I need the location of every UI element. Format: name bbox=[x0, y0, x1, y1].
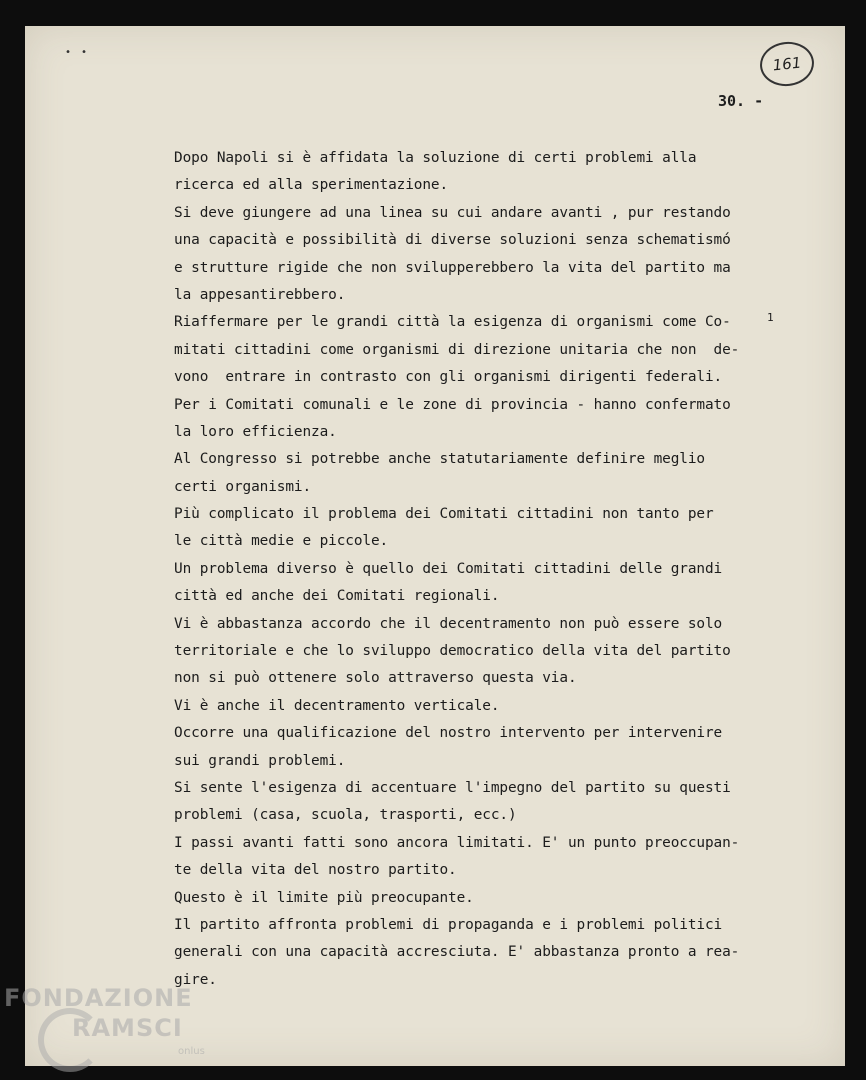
text-line: non si può ottenere solo attraverso questa via. bbox=[174, 670, 577, 687]
text-line: problemi (casa, scuola, trasporti, ecc.) bbox=[174, 807, 517, 824]
text-line: Si deve giungere ad una linea su cui andare avanti , pur restando bbox=[174, 204, 731, 221]
text-line: Vi è abbastanza accordo che il decentramento non può essere solo bbox=[174, 615, 723, 632]
fondazione-gramsci-watermark bbox=[4, 984, 205, 1057]
text-line: Più complicato il problema dei Comitati cittadini non tanto per bbox=[174, 506, 714, 523]
watermark-line-1: FONDAZIONE bbox=[4, 984, 193, 1012]
text-line: Per i Comitati comunali e le zone di provincia - hanno confermato bbox=[174, 396, 731, 413]
margin-dots: • • bbox=[65, 47, 90, 58]
text-line: sui grandi problemi. bbox=[174, 752, 346, 769]
watermark-line-2: RAMSCI bbox=[72, 1014, 183, 1042]
text-line: la loro efficienza. bbox=[174, 423, 337, 440]
typed-text-body bbox=[174, 145, 824, 994]
text-line: mitati cittadini come organismi di direzione unitaria che non de- bbox=[174, 341, 740, 358]
footnote-marker: 1 bbox=[767, 311, 774, 324]
text-line: la appesantirebbero. bbox=[174, 286, 346, 303]
text-line: te della vita del nostro partito. bbox=[174, 862, 457, 879]
text-line: ricerca ed alla sperimentazione. bbox=[174, 177, 449, 194]
text-line: generali con una capacità accresciuta. E' abbastanza pronto a rea- bbox=[174, 944, 740, 961]
text-line: I passi avanti fatti sono ancora limitati. E' un punto preoccupan- bbox=[174, 834, 740, 851]
text-line: Dopo Napoli si è affidata la soluzione di certi problemi alla bbox=[174, 150, 697, 166]
text-line: Vi è anche il decentramento verticale. bbox=[174, 697, 500, 714]
text-line: certi organismi. bbox=[174, 478, 312, 495]
text-line: gire. bbox=[174, 971, 217, 988]
page-number: 30. - bbox=[718, 92, 764, 110]
text-line: e strutture rigide che non svilupperebbero la vita del partito ma bbox=[174, 259, 731, 276]
text-line: territoriale e che lo sviluppo democratico della vita del partito bbox=[174, 643, 731, 660]
text-line: Al Congresso si potrebbe anche statutariamente definire meglio bbox=[174, 451, 705, 468]
text-line: città ed anche dei Comitati regionali. bbox=[174, 588, 500, 605]
text-line: Occorre una qualificazione del nostro intervento per intervenire bbox=[174, 725, 723, 742]
text-line: Si sente l'esigenza di accentuare l'impegno del partito su questi bbox=[174, 779, 731, 796]
text-line: una capacità e possibilità di diverse soluzioni senza schematismó bbox=[174, 232, 731, 249]
text-line: Un problema diverso è quello dei Comitati cittadini delle grandi bbox=[174, 560, 723, 577]
text-line: vono entrare in contrasto con gli organismi dirigenti federali. bbox=[174, 369, 723, 386]
text-line: Riaffermare per le grandi città la esigenza di organismi come Co- bbox=[174, 314, 731, 331]
archive-stamp: 161 bbox=[758, 39, 816, 88]
text-line: le città medie e piccole. bbox=[174, 533, 389, 550]
text-line: Il partito affronta problemi di propaganda e i problemi politici bbox=[174, 916, 723, 933]
text-line: Questo è il limite più preocupante. bbox=[174, 889, 474, 906]
watermark-line-3: onlus bbox=[178, 1046, 205, 1057]
